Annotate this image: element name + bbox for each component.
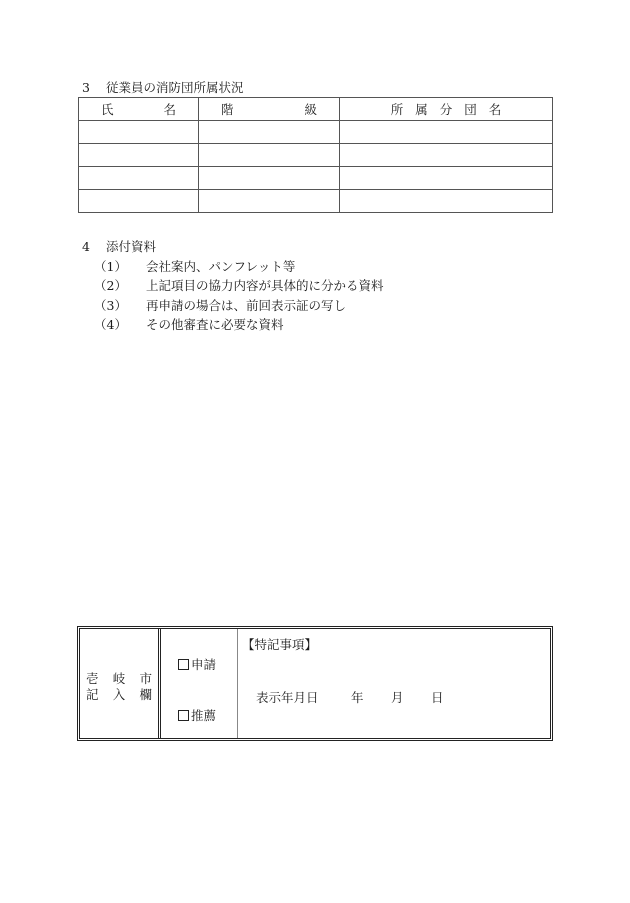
label-char: 市 [139,671,152,686]
section-4-heading [82,237,384,257]
header-name [79,98,199,121]
item-index: （1） [94,258,127,274]
item-text: 会社案内、パンフレット等 [146,258,296,274]
item-text: 上記項目の協力内容が具体的に分かる資料 [146,278,384,293]
header-char: 所 [390,102,404,117]
fire-brigade-staff-table [78,97,553,213]
label-char: 欄 [139,687,152,702]
attachment-item [82,296,384,316]
city-entry-box [77,626,553,741]
cell-name[interactable] [79,190,199,213]
header-rank [199,98,340,121]
date-year: 年 [351,690,364,705]
cell-unit[interactable] [340,121,553,144]
label-char: 壱 [86,671,99,686]
display-date-line [256,688,444,706]
table-row [79,144,553,167]
attachment-item [82,276,384,296]
cell-rank[interactable] [199,167,340,190]
cell-unit[interactable] [340,167,553,190]
attachment-item [82,315,384,335]
header-char: 名 [488,102,502,117]
header-affiliated-unit [340,98,553,121]
cell-rank[interactable] [199,121,340,144]
label-char: 岐 [112,671,126,686]
table-header-row [79,98,553,121]
cell-rank[interactable] [199,144,340,167]
header-name-left: 氏 [101,102,114,117]
cell-name[interactable] [79,167,199,190]
apply-label: 申請 [191,657,217,672]
display-date-label: 表示年月日 [256,690,319,705]
section-title: 添付資料 [106,239,157,254]
checkbox-icon[interactable] [178,710,189,721]
section-title: 従業員の消防団所属状況 [106,80,244,95]
checkbox-icon[interactable] [178,659,189,670]
table-row [79,121,553,144]
item-text: その他審査に必要な資料 [146,317,284,332]
section-3-heading [82,80,244,96]
recommend-label: 推薦 [191,708,217,723]
remarks-cell [238,629,550,738]
remarks-title: 【特記事項】 [242,637,318,652]
apply-option[interactable] [178,655,216,673]
table-row [79,167,553,190]
table-row [79,190,553,213]
application-type-cell [161,629,238,738]
label-line-2 [86,687,152,703]
attachment-item [82,257,384,277]
city-label-cell [80,629,161,738]
label-char: 記 [86,687,99,702]
date-day: 日 [431,690,444,705]
header-name-right: 名 [163,102,176,117]
cell-rank[interactable] [199,190,340,213]
label-char: 入 [112,687,126,702]
item-text: 再申請の場合は、前回表示証の写し [146,297,347,313]
item-index: （4） [94,317,127,332]
header-char: 属 [415,102,428,117]
city-entry-label [86,671,152,703]
header-rank-right: 級 [304,102,317,117]
header-char: 団 [464,102,477,117]
date-month: 月 [391,690,404,705]
cell-name[interactable] [79,121,199,144]
header-char: 分 [439,102,453,117]
recommend-option[interactable] [178,706,216,724]
item-index: （2） [94,278,127,293]
cell-name[interactable] [79,144,199,167]
label-line-1 [86,671,152,687]
header-rank-left: 階 [221,102,234,117]
section-number: 4 [82,239,90,254]
cell-unit[interactable] [340,144,553,167]
section-4-attachments [82,237,384,335]
cell-unit[interactable] [340,190,553,213]
section-number: 3 [82,80,90,95]
item-index: （3） [94,297,127,313]
